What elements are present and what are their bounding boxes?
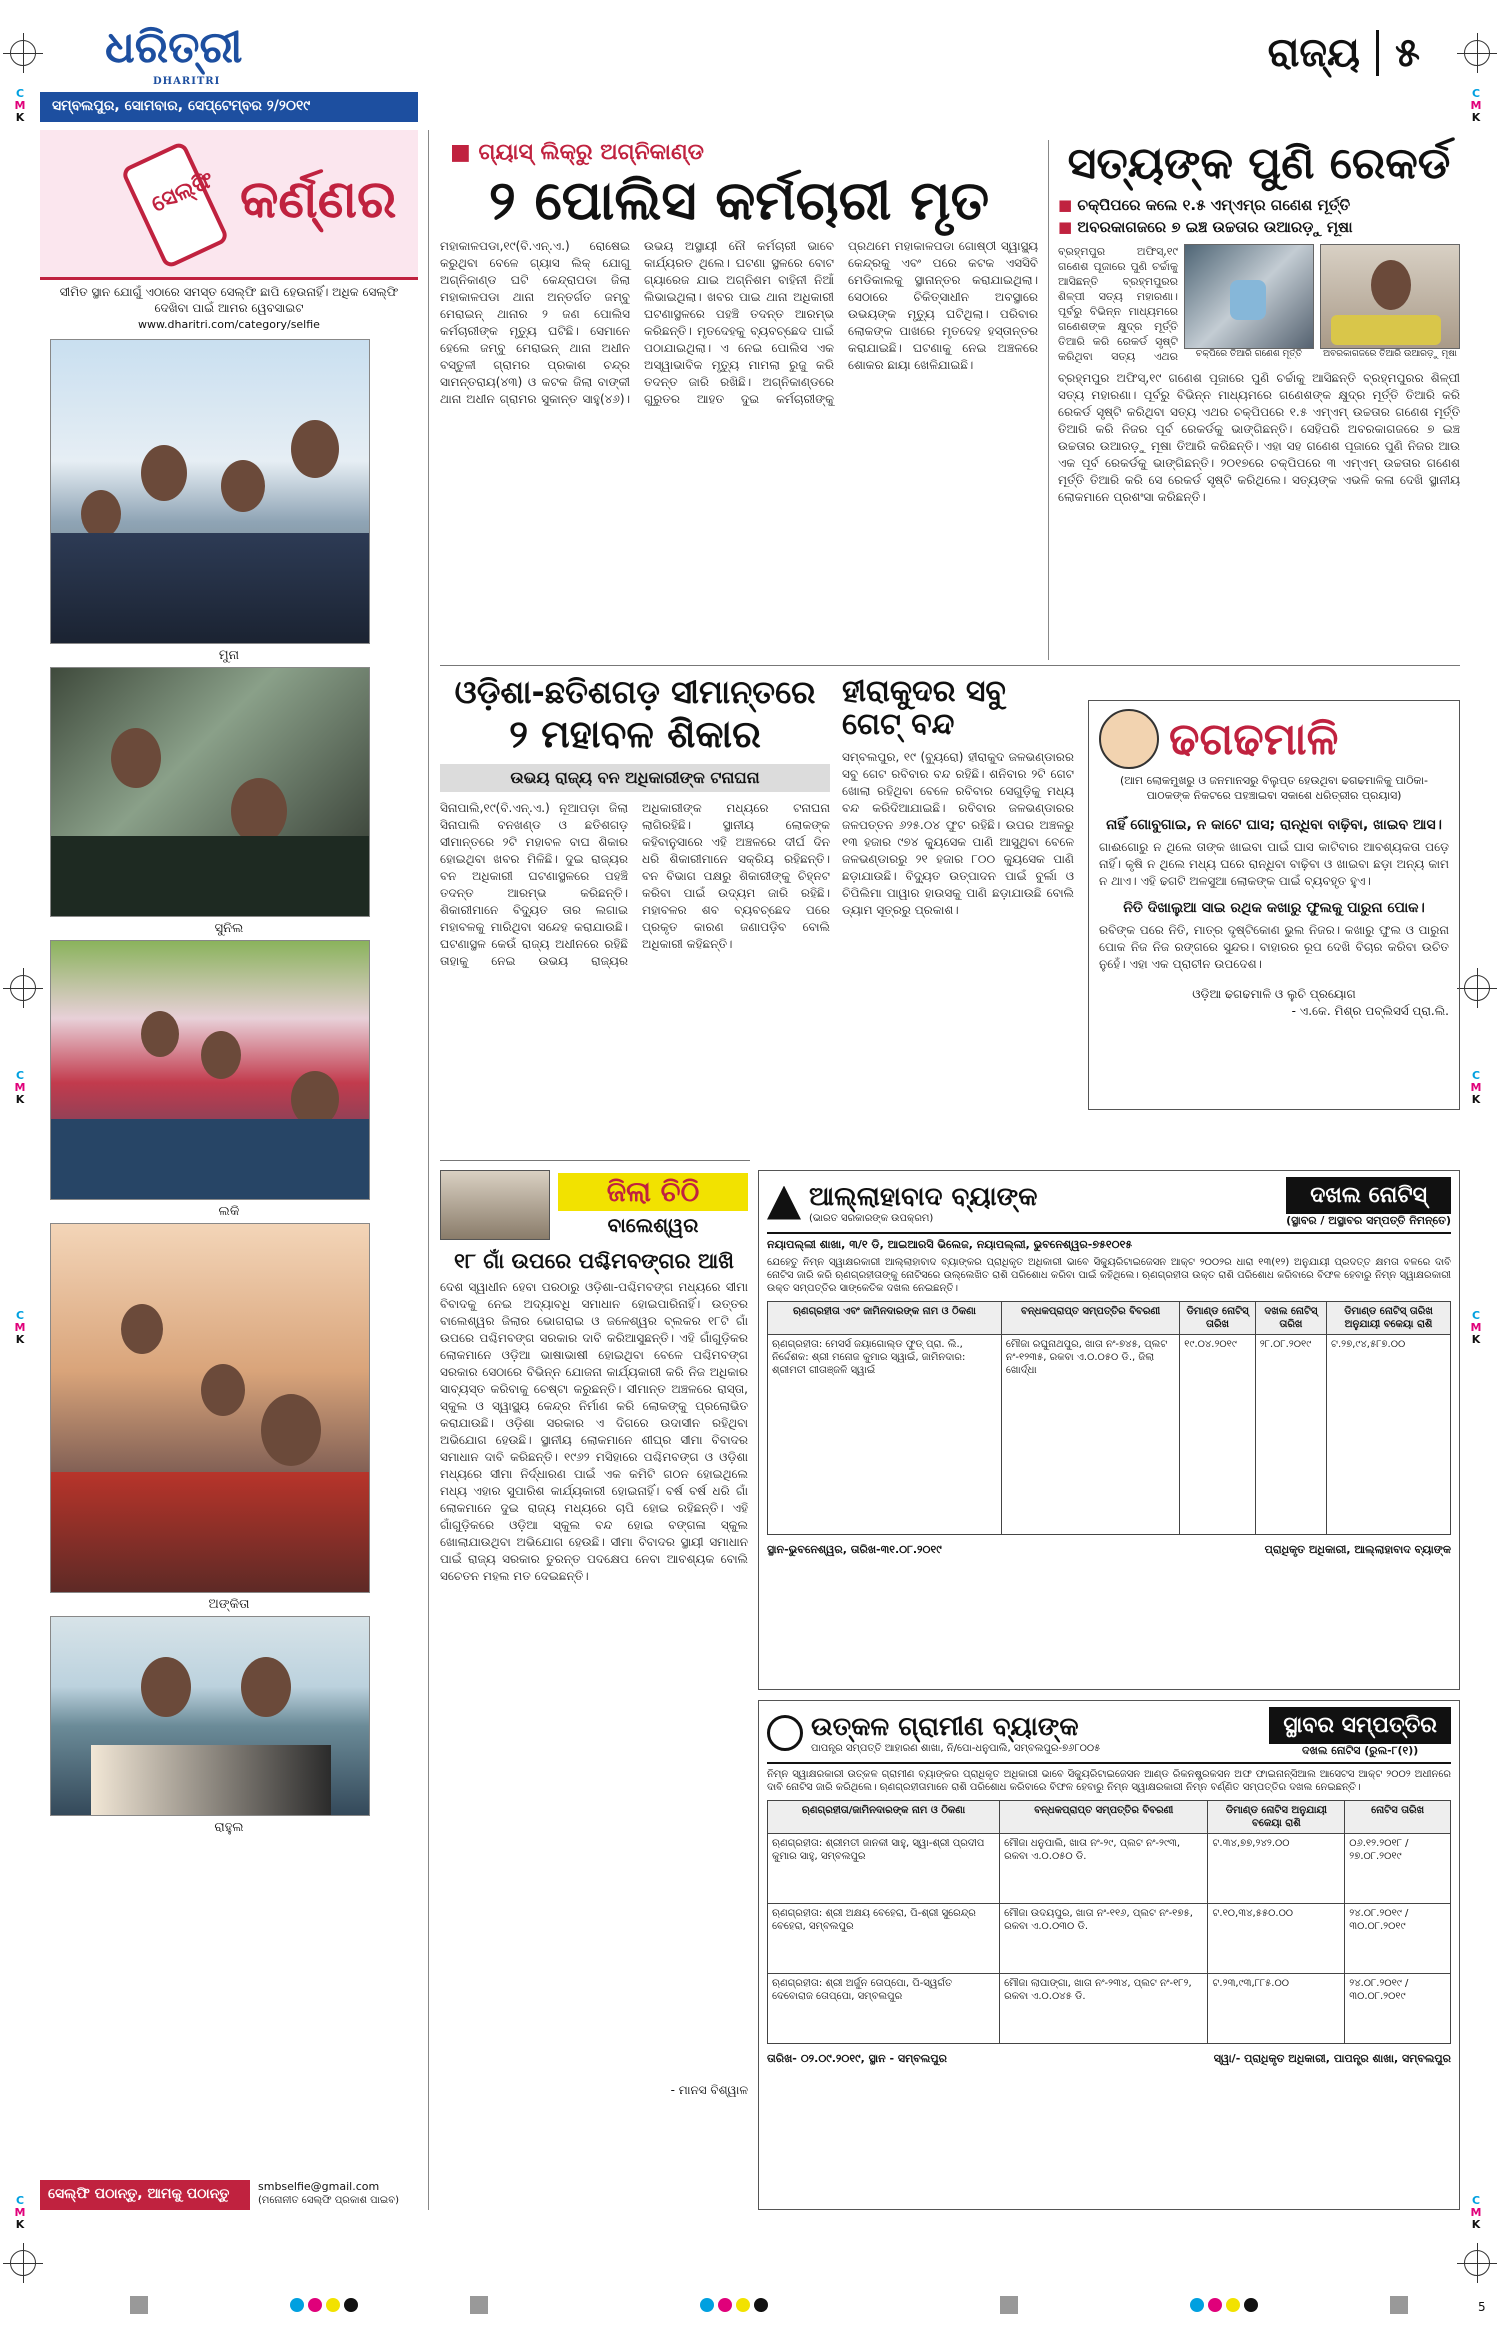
ad-branch: ନୟାପଲ୍ଲୀ ଶାଖା, ୩/୧ ଡି, ଆଇଆରସି ଭିଲେଜ, ନୟାପଲ୍ଲୀ, ଭୁବନେଶ୍ୱର-୭୫୧୦୧୫	[767, 1238, 1133, 1251]
ad-table: ଋଣଗ୍ରହୀତା ଏବଂ ଜାମିନଦାରଙ୍କ ନାମ ଓ ଠିକଣା ବନ୍ଧକପ୍ରାପ୍ତ ସମ୍ପତ୍ତିର ବିବରଣୀ ଡିମାଣ୍ଡ ନୋଟିସ୍ ତାରିଖ ଦଖଲ ନୋଟିସ୍ ତାରିଖ ଡିମାଣ୍ଡ ନୋଟିସ୍ ତାରିଖ ଅନୁଯାୟୀ ବକେୟା ରାଶି ଋଣଗ୍ରହୀତା: ମେସର୍ସ ଜୟାଗୋଲ୍ଡ ଫୁଡ୍ ପ୍ରା. ଲି., ନିର୍ଦ୍ଦେଶକ: ଶ୍ରୀ ମନୋଜ କୁମାର ସ୍ୱାଇଁ, ଜାମିନଦାର: ଶ୍ରୀମତୀ ଗୀତାଞ୍ଜଳି ସ୍ୱାଇଁ ମୌଜା ରଘୁନାଥପୁର, ଖାତା ନଂ-୭୪୫, ପ୍ଲଟ ନଂ-୧୨୩୫, ରକବା ଏ.୦.୦୫୦ ଡି., ଜିଲା ଖୋର୍ଦ୍ଧା ୧୯.୦୪.୨୦୧୯ ୨୮.୦୮.୨୦୧୯ ଟ.୨୭,୯୪,୫୮୭.୦୦	[767, 1301, 1451, 1535]
cmk-strip: C M K	[1470, 1069, 1482, 1106]
record-body-lead: ବ୍ରହ୍ମପୁର ଅଫିସ୍,୧୯ ଗଣେଶ ପୂଜାରେ ପୁଣି ଚର୍ଚ୍ଚାକୁ ଆସିଛନ୍ତି ବ୍ରହ୍ମପୁରର ଶିଳ୍ପୀ ସତ୍ୟ ମହାରଣା। ପୂର୍ବରୁ ବିଭିନ୍ନ ମାଧ୍ୟମରେ ଗଣେଶଙ୍କ କ୍ଷୁଦ୍ର ମୂର୍ତ୍ତି ତିଆରି କରି ରେକର୍ଡ ସୃଷ୍ଟି କରିଥିବା ସତ୍ୟ ଏଥର	[1058, 245, 1178, 364]
print-color-dot	[754, 2298, 768, 2312]
photo-caption: ଅବରକାଗଜରେ ତିଆରି ଉଆରଡ଼ୁ ମୂଷା	[1323, 349, 1457, 360]
district-body: ଦେଶ ସ୍ୱାଧୀନ ହେବା ପରଠାରୁ ଓଡ଼ିଶା-ପଶ୍ଚିମବଙ୍ଗ ମଧ୍ୟରେ ସୀମା ବିବାଦକୁ ନେଇ ଅଦ୍ୟାବଧି ସମାଧାନ ହୋଇପାରିନାହିଁ। ଉତ୍ତର ବାଲେଶ୍ୱର ଜିଲାର ଭୋଗରାଇ ଓ ଜଳେଶ୍ୱର ବ୍ଲକର ୧୮ଟି ଗାଁ ଉପରେ ପଶ୍ଚିମବଙ୍ଗ ସରକାର ଦାବି କରିଆସୁଛନ୍ତି। ଏହି ଗାଁଗୁଡ଼ିକର ଲୋକମାନେ ଓଡ଼ିଆ ଭାଷାଭାଷୀ ହୋଇଥିବା ବେଳେ ପଶ୍ଚିମବଙ୍ଗ ସରକାର ସେଠାରେ ବିଭିନ୍ନ ଯୋଜନା କାର୍ଯ୍ୟକାରୀ କରି ନିଜ ଅଧିକାର ସାବ୍ୟସ୍ତ କରିବାକୁ ଚେଷ୍ଟା କରୁଛନ୍ତି। ସୀମାନ୍ତ ଅଞ୍ଚଳରେ ରାସ୍ତା, ସ୍କୁଲ ଓ ସ୍ୱାସ୍ଥ୍ୟ କେନ୍ଦ୍ର ନିର୍ମାଣ କରି ଲୋକଙ୍କୁ ପ୍ରଲୋଭିତ କରାଯାଉଛି। ଓଡ଼ିଶା ସରକାର ଏ ଦିଗରେ ଉଦାସୀନ ରହିଥିବା ଅଭିଯୋଗ ହେଉଛି। ସ୍ଥାନୀୟ ଲୋକମାନେ ଶୀଘ୍ର ସୀମା ବିବାଦର ସମାଧାନ ଦାବି କରିଛନ୍ତି। ୧୯୬୨ ମସିହାରେ ପଶ୍ଚିମବଙ୍ଗ ଓ ଓଡ଼ିଶା ମଧ୍ୟରେ ସୀମା ନିର୍ଦ୍ଧାରଣ ପାଇଁ ଏକ କମିଟି ଗଠନ ହୋଇଥିଲେ ମଧ୍ୟ ଏହାର ସୁପାରିଶ କାର୍ଯ୍ୟକାରୀ ହୋଇନାହିଁ। ବର୍ଷ ବର୍ଷ ଧରି ଗାଁ ଲୋକମାନେ ଦୁଇ ରାଜ୍ୟ ମଧ୍ୟରେ ଚାପି ହୋଇ ରହିଛନ୍ତି। ଏହି ଗାଁଗୁଡ଼ିକରେ ଓଡ଼ିଆ ସ୍କୁଲ ବନ୍ଦ ହୋଇ ବଙ୍ଗଳା ସ୍କୁଲ ଖୋଲାଯାଉଥିବା ଅଭିଯୋଗ ହେଉଛି। ସୀମା ବିବାଦର ସ୍ଥାୟୀ ସମାଧାନ ପାଇଁ ରାଜ୍ୟ ସରକାର ତୁରନ୍ତ ପଦକ୍ଷେପ ନେବା ଆବଶ୍ୟକ ବୋଲି ସଚେତନ ମହଲ ମତ ଦେଇଛନ୍ତି।	[440, 1280, 748, 1584]
selfie-footer	[40, 2180, 418, 2210]
table-row: ଋଣଗ୍ରହୀତା: ମେସର୍ସ ଜୟାଗୋଲ୍ଡ ଫୁଡ୍ ପ୍ରା. ଲି., ନିର୍ଦ୍ଦେଶକ: ଶ୍ରୀ ମନୋଜ କୁମାର ସ୍ୱାଇଁ, ଜାମିନଦାର: ଶ୍ରୀମତୀ ଗୀତାଞ୍ଜଳି ସ୍ୱାଇଁ ମୌଜା ରଘୁନାଥପୁର, ଖାତା ନଂ-୭୪୫, ପ୍ଲଟ ନଂ-୧୨୩୫, ରକବା ଏ.୦.୦୫୦ ଡି., ଜିଲା ଖୋର୍ଦ୍ଧା ୧୯.୦୪.୨୦୧୯ ୨୮.୦୮.୨୦୧୯ ଟ.୨୭,୯୪,୫୮୭.୦୦	[768, 1335, 1451, 1535]
hirakud-body: ସମ୍ବଲପୁର, ୧୯ (ବ୍ୟୁରୋ) ହୀରାକୁଦ ଜଳଭଣ୍ଡାରର ସବୁ ଗେଟ ରବିବାର ବନ୍ଦ ରହିଛି। ଶନିବାର ୨ଟି ଗେଟ ଖୋଲା ରହିଥିବା ବେଳେ ରବିବାର ସେଗୁଡ଼ିକୁ ମଧ୍ୟ ବନ୍ଦ କରିଦିଆଯାଇଛି। ରବିବାର ଜଳଭଣ୍ଡାରର ଜଳପତ୍ତନ ୬୨୫.୦୪ ଫୁଟ ରହିଛି। ଉପର ଅଞ୍ଚଳରୁ ୧୩ ହଜାର ୯୭୪ କ୍ୟୁସେକ ପାଣି ଆସୁଥିବା ବେଳେ ଜଳଭଣ୍ଡାରରୁ ୨୧ ହଜାର ୮୦୦ କ୍ୟୁସେକ ପାଣି ଛଡ଼ାଯାଉଛି। ବିଦ୍ୟୁତ ଉତ୍ପାଦନ ପାଇଁ ବୁର୍ଲା ଓ ଚିପିଲିମା ପାୱାର ହାଉସକୁ ପାଣି ଛଡ଼ାଯାଉଛି ବୋଲି ଡ୍ୟାମ ସୂତ୍ରରୁ ପ୍ରକାଶ।	[842, 750, 1074, 917]
table-row: ଋଣଗ୍ରହୀତା: ଶ୍ରୀମତୀ ଜାନକୀ ସାହୁ, ସ୍ୱା-ଶ୍ରୀ ପ୍ରଦୀପ କୁମାର ସାହୁ, ସମ୍ବଲପୁର ମୌଜା ଧନୁପାଲି, ଖାତା ନଂ-୨୯, ପ୍ଲଟ ନଂ-୨୯୩, ରକବା ଏ.୦.୦୫୦ ଡି. ଟ.୩୪,୭୭,୨୪୨.୦୦ ୦୬.୧୨.୨୦୧୮ / ୨୭.୦୮.୨୦୧୯	[768, 1834, 1451, 1904]
selfie-email[interactable]: smbselfie@gmail.com	[258, 2180, 380, 2193]
utkal-bank-notice	[758, 1700, 1460, 2210]
selfie-title: କର୍ଣ୍ଣର	[240, 170, 397, 230]
lead-kicker: ■ ଗ୍ୟାସ୍ ଲିକ୍‌ରୁ ଅଗ୍ନିକାଣ୍ଡ	[440, 140, 1038, 165]
ad-bank-name: ଉତ୍କଳ ଗ୍ରାମୀଣ ବ୍ୟାଙ୍କ	[811, 1711, 1079, 1742]
section-name: ରାଜ୍ୟ	[1267, 30, 1361, 76]
ad-footer-place: ସ୍ଥାନ-ଭୁବନେଶ୍ୱର, ତାରିଖ-୩୧.୦୮.୨୦୧୯	[767, 1543, 942, 1556]
border-headline-1: ଓଡ଼ିଶା-ଛତିଶଗଡ଼ ସୀମାନ୍ତରେ	[454, 673, 816, 711]
ad-table: ଋଣଗ୍ରହୀତା/ଜାମିନଦାରଙ୍କ ନାମ ଓ ଠିକଣା ବନ୍ଧକପ୍ରାପ୍ତ ସମ୍ପତ୍ତିର ବିବରଣୀ ଡିମାଣ୍ଡ ନୋଟିସ ଅନୁଯାୟୀ ବକେୟା ରାଶି ନୋଟିସ ତାରିଖ ଋଣଗ୍ରହୀତା: ଶ୍ରୀମତୀ ଜାନକୀ ସାହୁ, ସ୍ୱା-ଶ୍ରୀ ପ୍ରଦୀପ କୁମାର ସାହୁ, ସମ୍ବଲପୁର ମୌଜା ଧନୁପାଲି, ଖାତା ନଂ-୨୯, ପ୍ଲଟ ନଂ-୨୯୩, ରକବା ଏ.୦.୦୫୦ ଡି. ଟ.୩୪,୭୭,୨୪୨.୦୦ ୦୬.୧୨.୨୦୧୮ / ୨୭.୦୮.୨୦୧୯ ଋଣଗ୍ରହୀତା: ଶ୍ରୀ ଅକ୍ଷୟ ବେହେରା, ପି-ଶ୍ରୀ ସୁରେନ୍ଦ୍ର ବେହେରା, ସମ୍ବଲପୁର ମୌଜା ଉଦୟପୁର, ଖାତା ନଂ-୧୧୬, ପ୍ଲଟ ନଂ-୧୭୫, ରକବା ଏ.୦.୦୩୦ ଡି. ଟ.୧୦,୩୪,୫୫୦.୦୦ ୨୪.୦୮.୨୦୧୯ / ୩୦.୦୮.୨୦୧୯ ଋଣଗ୍ରହୀତା: ଶ୍ରୀ ଅର୍ଜୁନ ତୋପ୍ପୋ, ପି-ସ୍ୱର୍ଗତ ଦେବୋରାଜ ତୋପ୍ପୋ, ସମ୍ବଲପୁର ମୌଜା ଲାପାଙ୍ଗା, ଖାତା ନଂ-୨୩୪, ପ୍ଲଟ ନଂ-୧୮୨, ରକବା ଏ.୦.୦୪୫ ଡି. ଟ.୨୩,୯୩,୮୮୫.୦୦ ୨୪.୦୮.୨୦୧୯ / ୩୦.୦୮.୨୦୧୯	[767, 1800, 1451, 2044]
print-color-dot	[308, 2298, 322, 2312]
print-color-dot	[326, 2298, 340, 2312]
photo-caption: ଚକ୍ପିରେ ତିଆରି ଗଣେଶ ମୂର୍ତ୍ତି	[1195, 349, 1303, 360]
selfie-note: (ମନୋନୀତ ସେଲ୍ଫି ପ୍ରକାଶ ପାଇବ)	[258, 2195, 399, 2206]
column-divider	[1048, 140, 1049, 660]
print-color-dot	[290, 2298, 304, 2312]
record-bullet: ■ ଚକ୍ପିପରେ କଲେ ୧.୫ ଏମ୍ଏମ୍‌ର ଗଣେଶ ମୂର୍ତ୍ତି	[1058, 196, 1351, 215]
district-letter	[440, 1170, 748, 2098]
ad-notice-title: ସ୍ଥାବର ସମ୍ପତ୍ତିର	[1269, 1707, 1451, 1744]
print-color-dot	[718, 2298, 732, 2312]
table-row: ଋଣଗ୍ରହୀତା: ଶ୍ରୀ ଅର୍ଜୁନ ତୋପ୍ପୋ, ପି-ସ୍ୱର୍ଗତ ଦେବୋରାଜ ତୋପ୍ପୋ, ସମ୍ବଲପୁର ମୌଜା ଲାପାଙ୍ଗା, ଖାତା ନଂ-୨୩୪, ପ୍ଲଟ ନଂ-୧୮୨, ରକବା ଏ.୦.୦୪୫ ଡି. ଟ.୨୩,୯୩,୮୮୫.୦୦ ୨୪.୦୮.୨୦୧୯ / ୩୦.୦୮.୨୦୧୯	[768, 1974, 1451, 2044]
proverb-footer: ଓଡ଼ିଆ ଢଗଢମାଳି ଓ ଲୁଚି ପ୍ରୟୋଗ	[1192, 987, 1356, 1001]
logo-subtext: DHARITRI	[153, 76, 221, 87]
border-body: ସିନାପାଲି,୧୯(ବି.ଏନ୍.ଏ.) ନୂଆପଡ଼ା ଜିଲା ସିନାପାଲି ବନଖଣ୍ଡ ଓ ଛତିଶଗଡ଼ ସୀମାନ୍ତରେ ୨ଟି ମହାବଳ ବାଘ ଶିକାର ହୋଇଥିବା ଖବର ମିଳିଛି। ଦୁଇ ରାଜ୍ୟର ବନ ଅଧିକାରୀ ଘଟଣାସ୍ଥଳରେ ପହଞ୍ଚି ତଦନ୍ତ ଆରମ୍ଭ କରିଛନ୍ତି। ଶିକାରୀମାନେ ବିଦ୍ୟୁତ ତାର ଲଗାଇ ମହାବଳକୁ ମାରିଥିବା ସନ୍ଦେହ କରାଯାଉଛି। ଘଟଣାସ୍ଥଳ କେଉଁ ରାଜ୍ୟ ଅଧୀନରେ ରହିଛି ତାହାକୁ ନେଇ ଉଭୟ ରାଜ୍ୟର ଅଧିକାରୀଙ୍କ ମଧ୍ୟରେ ଟନାଘନା ଲାଗିରହିଛି। ସ୍ଥାନୀୟ ଲୋକଙ୍କ କହିବାନୁସାରେ ଏହି ଅଞ୍ଚଳରେ ଦୀର୍ଘ ଦିନ ଧରି ଶିକାରୀମାନେ ସକ୍ରିୟ ରହିଛନ୍ତି। ବନ ବିଭାଗ ପକ୍ଷରୁ ଶିକାରୀଙ୍କୁ ଚିହ୍ନଟ କରିବା ପାଇଁ ଉଦ୍ୟମ ଜାରି ରହିଛି। ମହାବଳର ଶବ ବ୍ୟବଚ୍ଛେଦ ପରେ ପ୍ରକୃତ କାରଣ ଜଣାପଡ଼ିବ ବୋଲି ଅଧିକାରୀ କହିଛନ୍ତି।	[440, 800, 830, 968]
selfie-subtitle: ସୀମିତ ସ୍ଥାନ ଯୋଗୁଁ ଏଠାରେ ସମସ୍ତ ସେଲ୍ଫି ଛାପି ହେଉନାହିଁ। ଅଧିକ ସେଲ୍ଫି ଦେଖିବା ପାଇଁ ଆମର ୱେବସାଇଟ	[59, 285, 399, 315]
column-divider	[428, 130, 429, 2210]
newspaper-logo: ଧରିତ୍ରୀ DHARITRI	[105, 22, 243, 87]
selfie-photo	[50, 667, 370, 917]
selfie-photo	[50, 1616, 370, 1816]
registration-mark	[1464, 40, 1490, 66]
proverb-title: ଢଗଢମାଳି	[1169, 713, 1339, 765]
border-article	[440, 675, 830, 1145]
ad-intro: ନିମ୍ନ ସ୍ୱାକ୍ଷରକାରୀ ଉତ୍କଳ ଗ୍ରାମୀଣ ବ୍ୟାଙ୍କର ପ୍ରାଧିକୃତ ଅଧିକାରୀ ଭାବେ ସିକ୍ୟୁରିଟାଇଜେସନ ଆଣ୍ଡ ରିକନଷ୍ଟ୍ରକସନ ଅଫ ଫାଇନାନ୍ସିଆଲ ଆସେଟସ ଆକ୍ଟ ୨୦୦୨ ଅଧୀନରେ ଦାବି ନୋଟିସ ଜାରି କରିଥିଲେ। ଋଣଗ୍ରହୀତାମାନେ ରାଶି ପରିଶୋଧ କରିବାରେ ବିଫଳ ହେବାରୁ ନିମ୍ନ ସ୍ୱାକ୍ଷରକାରୀ ନିମ୍ନ ବର୍ଣ୍ଣିତ ସମ୍ପତ୍ତିର ଦଖଲ ନେଇଛନ୍ତି।	[767, 1769, 1451, 1793]
proverb-intro: (ଆମ ଲୋକମୁଖରୁ ଓ ଜନମାନସରୁ ବିଲୁପ୍ତ ହେଉଥିବା ଢଗଢମାଳିକୁ ପାଠିକା-ପାଠକଙ୍କ ନିକଟରେ ପହଞ୍ଚାଇବା ସକାଶେ ଧରିତ୍ରୀର ପ୍ରୟାସ)	[1119, 774, 1429, 802]
ad-footer-place: ତାରିଖ- ୦୨.୦୯.୨୦୧୯, ସ୍ଥାନ - ସମ୍ବଲପୁର	[767, 2052, 947, 2065]
proverb-author: - ଏ.କେ. ମିଶ୍ର ପବ୍ଲିସର୍ସ ପ୍ରା.ଲି.	[1291, 1004, 1449, 1018]
page-number: ୫	[1376, 30, 1420, 76]
district-badge: ଜିଲା ଚିଠି	[558, 1173, 748, 1211]
print-color-dot	[700, 2298, 714, 2312]
selfie-label: ସେଲ୍ଫି	[147, 167, 218, 218]
selfie-url[interactable]: www.dharitri.com/category/selfie	[138, 318, 320, 331]
registration-mark	[1464, 975, 1490, 1001]
lead-body: ମହାକାଳପଡା,୧୯(ବି.ଏନ୍.ଏ.) ରୋଷେଇ କରୁଥିବା ବେଳେ ଗ୍ୟାସ ଲିକ୍ ଯୋଗୁ ଅଗ୍ନିକାଣ୍ଡ ଘଟି କେନ୍ଦ୍ରାପଡା ଜିଲା ମହାକାଳପଡା ଥାନା ଅନ୍ତର୍ଗତ ଜମ୍ବୁ ମେରାଇନ୍ ଥାନାର ୨ ଜଣ ପୋଲିସ କର୍ମଚାରୀଙ୍କ ମୃତ୍ୟୁ ଘଟିଛି। ସେମାନେ ହେଲେ ଜମ୍ବୁ ମେରାଇନ୍ ଥାନା ଅଧୀନ ବସ୍ତୁଳୀ ଗ୍ରାମର ପ୍ରକାଶ ଚନ୍ଦ୍ର ସାମନ୍ତରାୟ(୪୩) ଓ କଟକ ଜିଲା ବାଙ୍କୀ ଥାନା ଅଧୀନ ଗ୍ରାମର ସୁକାନ୍ତ ସାହୁ(୪୬)। ଉଭୟ ଅସ୍ଥାୟୀ ନୌ କର୍ମଚାରୀ ଭାବେ କାର୍ଯ୍ୟରତ ଥିଲେ। ଘଟଣା ସ୍ଥଳରେ ବୋଟ ଗ୍ୟାରେଜ ଯାଇ ଅଗ୍ନିଶମ ବାହିନୀ ନିଆଁ ଲିଭାଇଥିଲା। ଖବର ପାଇ ଥାନା ଅଧିକାରୀ ଘଟଣାସ୍ଥଳରେ ପହଞ୍ଚି ତଦନ୍ତ ଆରମ୍ଭ କରିଛନ୍ତି। ମୃତଦେହକୁ ବ୍ୟବଚ୍ଛେଦ ପାଇଁ ପଠାଯାଇଥିଲା। ଏ ନେଇ ପୋଲିସ ଏକ ଅସ୍ୱାଭାବିକ ମୃତ୍ୟୁ ମାମଲା ରୁଜୁ କରି ତଦନ୍ତ ଜାରି ରଖିଛି। ଅଗ୍ନିକାଣ୍ଡରେ ଗୁରୁତର ଆହତ ଦୁଇ କର୍ମଚାରୀଙ୍କୁ ପ୍ରଥମେ ମହାକାଳପଡା ଗୋଷ୍ଠୀ ସ୍ୱାସ୍ଥ୍ୟ କେନ୍ଦ୍ରକୁ ଏବଂ ପରେ କଟକ ଏସସିବି ମେଡିକାଲକୁ ସ୍ଥାନାନ୍ତର କରାଯାଇଥିଲା। ସେଠାରେ ଚିକିତ୍ସାଧୀନ ଅବସ୍ଥାରେ ଉଭୟଙ୍କ ମୃତ୍ୟୁ ଘଟିଥିଲା। ପରିବାର ଲୋକଙ୍କ ପାଖରେ ମୃତଦେହ ହସ୍ତାନ୍ତର କରାଯାଇଛି। ଘଟଣାକୁ ନେଇ ଅଞ୍ଚଳରେ ଶୋକର ଛାୟା ଖେଳିଯାଇଛି।	[440, 239, 1038, 407]
record-photo	[1184, 244, 1314, 349]
registration-mark	[10, 975, 36, 1001]
cmk-strip: C M K	[14, 1309, 26, 1346]
cmk-strip: C M K	[1470, 2194, 1482, 2231]
selfie-photo	[50, 940, 370, 1200]
ad-branch: ପାପନ୍ତ୍ର ସମ୍ପତ୍ତି ଆହାରଣ ଶାଖା, ନି/ପୋ-ଧନୁପାଲି, ସମ୍ବଲପୁର-୭୬୮୦୦୫	[811, 1742, 1101, 1754]
hirakud-article	[842, 675, 1074, 1129]
print-grey-patch	[1000, 2296, 1018, 2314]
photo-caption: ରାହୁଲ	[214, 1820, 244, 1835]
registration-mark	[1464, 2250, 1490, 2276]
cmk-strip: C M K	[14, 1069, 26, 1106]
registration-mark	[10, 2250, 36, 2276]
allahabad-bank-notice	[758, 1170, 1460, 1690]
photo-caption: ଲକି	[218, 1204, 240, 1219]
record-photo	[1320, 244, 1460, 349]
proverb-body: ଗାଈଗୋରୁ ନ ଥିଲେ ତାଙ୍କ ଖାଇବା ପାଇଁ ଘାସ କାଟିବାର ଆବଶ୍ୟକତା ପଡ଼େ ନାହିଁ। କୃଷି ନ ଥିଲେ ମଧ୍ୟ ଘରେ ରାନ୍ଧିବା ବାଢ଼ିବା ଓ ଖାଇବା ଛଡ଼ା ଅନ୍ୟ କାମ ନ ଥାଏ। ଏହି ଢଗଟି ଅଳସୁଆ ଲୋକଙ୍କ ପାଇଁ ବ୍ୟବହୃତ ହୁଏ।	[1099, 840, 1449, 888]
print-grey-patch	[1390, 2296, 1408, 2314]
print-color-dot	[1190, 2298, 1204, 2312]
registration-mark	[10, 40, 36, 66]
record-body: ବ୍ରହ୍ମପୁର ଅଫିସ୍,୧୯ ଗଣେଶ ପୂଜାରେ ପୁଣି ଚର୍ଚ୍ଚାକୁ ଆସିଛନ୍ତି ବ୍ରହ୍ମପୁରର ଶିଳ୍ପୀ ସତ୍ୟ ମହାରଣା। ପୂର୍ବରୁ ବିଭିନ୍ନ ମାଧ୍ୟମରେ ଗଣେଶଙ୍କ କ୍ଷୁଦ୍ର ମୂର୍ତ୍ତି ତିଆରି କରି ରେକର୍ଡ ସୃଷ୍ଟି କରିଥିବା ସତ୍ୟ ଏଥର ଚକ୍ପିପରେ ୧.୫ ଏମ୍ଏମ୍ ଉଚ୍ଚତାର ଗଣେଶ ମୂର୍ତ୍ତି ତିଆରି କରି ନିଜର ପୂର୍ବ ରେକର୍ଡକୁ ଭାଙ୍ଗିଛନ୍ତି। ସେହିପରି ଅବରକାଗଜରେ ୭ ଇଞ୍ଚ ଉଚ୍ଚତାର ଉଆରଡ଼ୁ ମୂଷା ତିଆରି କରିଛନ୍ତି। ଏହା ସହ ଗଣେଶ ପୂଜାରେ ପୁଣି ନିଜର ଆଉ ଏକ ପୂର୍ବ ରେକର୍ଡକୁ ଭାଙ୍ଗିଛନ୍ତି। ୨୦୧୭ରେ ଚକ୍ପିପରେ ୩ ଏମ୍ଏମ୍ ଉଚ୍ଚତାର ଗଣେଶ ମୂର୍ତ୍ତି ତିଆରି କରି ସେ ରେକର୍ଡ ସୃଷ୍ଟି କରିଥିଲେ। ସତ୍ୟଙ୍କ ଏଭଳି କଳା ଦେଖି ସ୍ଥାନୀୟ ଲୋକମାନେ ପ୍ରଶଂସା କରିଛନ୍ତି।	[1058, 371, 1460, 505]
photo-caption: ମୁନା	[218, 648, 240, 663]
print-color-dot	[736, 2298, 750, 2312]
photo-caption: ସୁନିଲ	[214, 921, 244, 936]
border-subhead: ଉଭୟ ରାଜ୍ୟ ବନ ଅଧିକାରୀଙ୍କ ଟନାଘନା	[440, 764, 830, 792]
proverb-saying: ନାହିଁ ଗୋବୁଗାଇ, ନ କାଟେ ଘାସ; ରାନ୍ଧିବା ବାଢ଼ିବା, ଖାଇବ ଆସ।	[1106, 817, 1442, 833]
district-author: - ମାନସ ବିଶ୍ୱାଳ	[670, 2083, 748, 2098]
footer-page-number: 5	[1478, 2300, 1486, 2314]
cmk-strip: C M K	[1470, 87, 1482, 124]
proverb-body: ରବିଙ୍କ ପରେ ନିତି, ମାତ୍ର ଦୃଷ୍ଟିକୋଣ ଭୁଲ ନିଜର। କଖାରୁ ଫୁଲ ଓ ପାରୁନା ପୋକ ନିଜ ନିଜ ରଙ୍ଗରେ ସୁନ୍ଦର। ବାହାରର ରୂପ ଦେଖି ବିଚାର କରିବା ଉଚିତ ନୁହେଁ। ଏହା ଏକ ପ୍ରାଚୀନ ଉପଦେଶ।	[1099, 923, 1449, 971]
section-rule	[440, 1160, 750, 1161]
record-bullet: ■ ଅବରକାଗଜରେ ୭ ଇଞ୍ଚ ଉଚ୍ଚତାର ଉଆରଡ଼ୁ ମୂଷା	[1058, 218, 1353, 237]
proverb-column	[1088, 700, 1460, 1110]
proverb-saying: ନିତି ଦିଖାଲୁଆ ସାଇ ରଥିକ କଖାରୁ ଫୁଲକୁ ପାରୁନା ପୋକ।	[1123, 900, 1425, 916]
ad-bank-name: ଆଲ୍ଲାହାବାଦ ବ୍ୟାଙ୍କ	[809, 1181, 1038, 1212]
district-headline: ୧୮ ଗାଁ ଉପରେ ପଶ୍ଚିମବଙ୍ଗର ଆଖି	[454, 1249, 734, 1273]
lead-headline: ୨ ପୋଲିସ କର୍ମଚାରୀ ମୃତ	[488, 169, 990, 232]
issue-dateline: ସମ୍ବଲପୁର, ସୋମବାର, ସେପ୍ଟେମ୍ବର ୨/୨୦୧୯	[40, 92, 418, 122]
selfie-photo	[50, 339, 370, 644]
print-color-dot	[1244, 2298, 1258, 2312]
record-article	[1058, 140, 1460, 590]
table-row: ଋଣଗ୍ରହୀତା: ଶ୍ରୀ ଅକ୍ଷୟ ବେହେରା, ପି-ଶ୍ରୀ ସୁରେନ୍ଦ୍ର ବେହେରା, ସମ୍ବଲପୁର ମୌଜା ଉଦୟପୁର, ଖାତା ନଂ-୧୧୬, ପ୍ଲଟ ନଂ-୧୭୫, ରକବା ଏ.୦.୦୩୦ ଡି. ଟ.୧୦,୩୪,୫୫୦.୦୦ ୨୪.୦୮.୨୦୧୯ / ୩୦.୦୮.୨୦୧୯	[768, 1904, 1451, 1974]
print-color-dot	[344, 2298, 358, 2312]
ad-bank-sub: (ଭାରତ ସରକାରଙ୍କ ଉପକ୍ରମ)	[809, 1212, 934, 1224]
print-color-dot	[1226, 2298, 1240, 2312]
selfie-banner	[40, 130, 418, 280]
lead-article	[440, 140, 1038, 593]
photo-caption: ଅଙ୍କିତା	[208, 1597, 250, 1612]
ad-footer-signatory: ପ୍ରାଧିକୃତ ଅଧିକାରୀ, ଆଲ୍ଲାହାବାଦ ବ୍ୟାଙ୍କ	[1264, 1543, 1451, 1556]
record-headline: ସତ୍ୟଙ୍କ ପୁଣି ରେକର୍ଡ	[1067, 138, 1451, 189]
ad-intro: ଯେହେତୁ ନିମ୍ନ ସ୍ୱାକ୍ଷରକାରୀ ଆଲ୍ଲାହାବାଦ ବ୍ୟାଙ୍କର ପ୍ରାଧିକୃତ ଅଧିକାରୀ ଭାବେ ସିକ୍ୟୁରିଟାଇଜେସନ ଆକ୍ଟ ୨୦୦୨ର ଧାରା ୧୩(୧୨) ଅନୁଯାୟୀ ପ୍ରଦତ୍ତ କ୍ଷମତା ବଳରେ ଦାବି ନୋଟିସ ଜାରି କରି ଋଣଗ୍ରହୀତାଙ୍କୁ ନୋଟିସରେ ଉଲ୍ଲେଖିତ ରାଶି ପରିଶୋଧ କରିବା ପାଇଁ କହିଥିଲେ। ଋଣଗ୍ରହୀତା ଉକ୍ତ ରାଶି ପରିଶୋଧ କରିବାରେ ବିଫଳ ହେବାରୁ ନିମ୍ନ ସ୍ୱାକ୍ଷରକାରୀ ଉକ୍ତ ସମ୍ପତ୍ତିର ସାଙ୍କେତିକ ଦଖଲ ନେଇଛନ୍ତି।	[767, 1257, 1451, 1294]
hirakud-headline: ହୀରାକୁଦର ସବୁ ଗେଟ୍ ବନ୍ଦ	[842, 674, 1006, 742]
cartoon-icon	[1099, 709, 1159, 769]
print-color-dot	[1208, 2298, 1222, 2312]
cmk-strip: C M K	[1470, 1309, 1482, 1346]
ad-notice-sub: (ସ୍ଥାବର / ଅସ୍ଥାବର ସମ୍ପତ୍ତି ନିମନ୍ତେ)	[1286, 1214, 1451, 1227]
building-image	[440, 1170, 550, 1240]
selfie-cta: ସେଲ୍ଫି ପଠାନ୍ତୁ, ଆମକୁ ପଠାନ୍ତୁ	[40, 2180, 250, 2210]
cmk-strip: C M K	[14, 87, 26, 124]
print-grey-patch	[130, 2296, 148, 2314]
border-headline-2: ୨ ମହାବଳ ଶିକାର	[509, 712, 761, 757]
selfie-photo	[50, 1223, 370, 1593]
bank-logo-icon	[767, 1186, 801, 1220]
district-name: ବାଲେଶ୍ୱର	[607, 1213, 699, 1237]
ad-notice-sub: ଦଖଲ ନୋଟିସ (ରୁଲ-୮(୧))	[1302, 1744, 1419, 1757]
section-label	[1268, 30, 1420, 76]
bank-logo-icon	[767, 1715, 803, 1751]
cmk-strip: C M K	[14, 2194, 26, 2231]
section-rule	[440, 665, 1460, 666]
ad-notice-title: ଦଖଲ ନୋଟିସ୍	[1286, 1177, 1451, 1214]
ad-footer-signatory: ସ୍ୱା/- ପ୍ରାଧିକୃତ ଅଧିକାରୀ, ପାପନ୍ତ୍ର ଶାଖା, ସମ୍ବଲପୁର	[1213, 2052, 1451, 2065]
selfie-corner	[40, 130, 418, 2210]
print-grey-patch	[470, 2296, 488, 2314]
